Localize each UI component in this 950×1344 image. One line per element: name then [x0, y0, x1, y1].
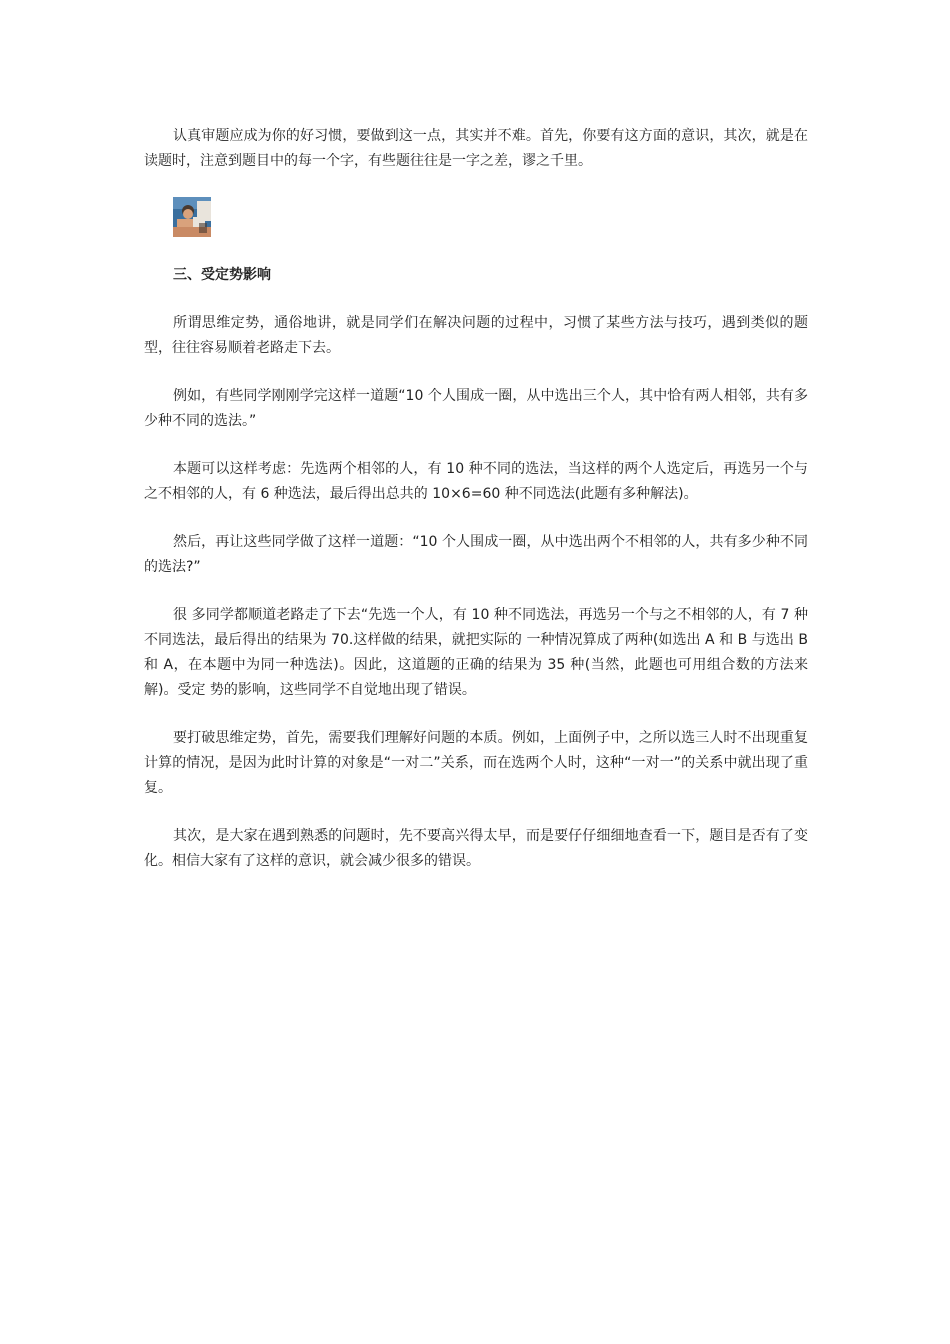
document-body: [144, 124, 808, 897]
paragraph: 本题可以这样考虑：先选两个相邻的人，有 10 种不同的选法，当这样的两个人选定后，再选另一个与之不相邻的人，有 6 种选法，最后得出总共的 10×6=60 种不同选法(此题有多种解法)。: [144, 461, 808, 502]
paragraph: 要打破思维定势，首先，需要我们理解好问题的本质。例如，上面例子中，之所以选三人时不出现重复计算的情况，是因为此时计算的对象是“一对二”关系，而在选两个人时，这种“一对一”的关系中就出现了重复。: [144, 730, 808, 796]
section-heading: 三、受定势影响: [173, 267, 271, 283]
paragraph: 例如，有些同学刚刚学完这样一道题“10 个人围成一圈，从中选出三个人，其中恰有两人相邻，共有多少种不同的选法。”: [144, 388, 808, 429]
figure-container: [144, 197, 808, 237]
paragraph: 其次，是大家在遇到熟悉的问题时，先不要高兴得太早，而是要仔仔细细地查看一下，题目是否有了变化。相信大家有了这样的意识，就会减少很多的错误。: [144, 828, 808, 869]
paragraph-intro: 认真审题应成为你的好习惯，要做到这一点，其实并不难。首先，你要有这方面的意识，其次，就是在读题时，注意到题目中的每一个字，有些题往往是一字之差，谬之千里。: [144, 128, 808, 169]
photo-thumbnail-icon: [173, 197, 211, 237]
paragraph: 很 多同学都顺道老路走了下去“先选一个人，有 10 种不同选法，再选另一个与之不相邻的人，有 7 种不同选法，最后得出的结果为 70.这样做的结果，就把实际的 一种情况算成了两种(如选出 A 和 B 与选出 B 和 A，在本题中为同一种选法)。因此，这道题的正确的结果为 35 种(当然，此题也可用组合数的方法来解)。受定 势的影响，这些同学不自觉地出现了错误。: [144, 607, 808, 698]
paragraph: 然后，再让这些同学做了这样一道题：“10 个人围成一圈，从中选出两个不相邻的人，共有多少种不同的选法?”: [144, 534, 808, 575]
paragraph: 所谓思维定势，通俗地讲，就是同学们在解决问题的过程中，习惯了某些方法与技巧，遇到类似的题型，往往容易顺着老路走下去。: [144, 315, 808, 356]
